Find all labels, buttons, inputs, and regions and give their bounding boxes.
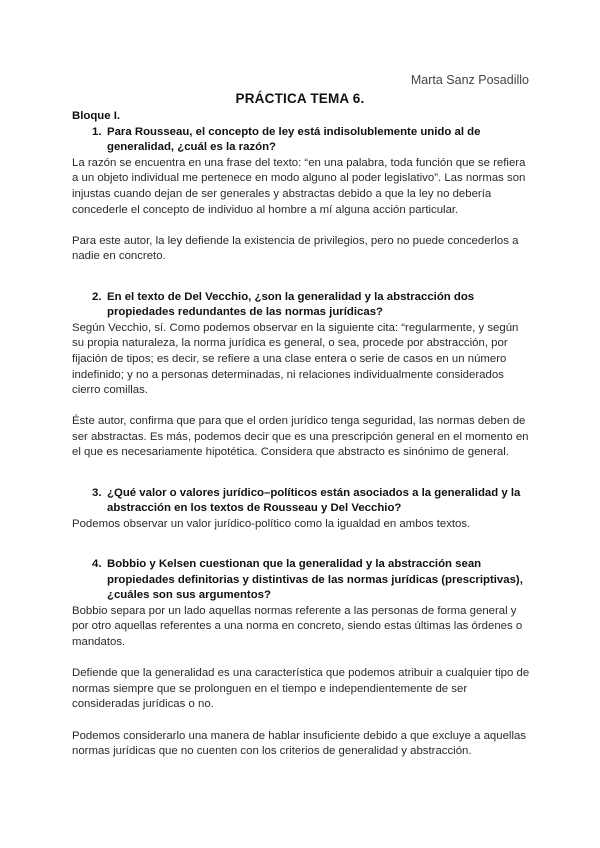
question-4 (72, 557, 532, 604)
answer-paragraph: Podemos observar un valor jurídico-político como la igualdad en ambos textos. (72, 517, 471, 530)
question-text: ¿Qué valor o valores jurídico–políticos están asociados a la generalidad y la abstracción en los textos de Rousseau y Del Vecchio? (107, 486, 521, 515)
document-body (72, 109, 532, 760)
block-heading: Bloque I. (72, 110, 121, 122)
question-text: En el texto de Del Vecchio, ¿son la generalidad y la abstracción dos propiedades redundantes de las normas jurídicas? (107, 290, 475, 319)
answer-paragraph: Según Vecchio, sí. Como podemos observar en la siguiente cita: “regularmente, y según su propia naturaleza, la norma jurídica es general, o sea, procede por abstracción, por fijación de tipos; es decir, se refiere a una clase entera o serie de casos en un número indefinido; y no a personas determinadas, ni relaciones individualmente considerados cierro comillas. (72, 321, 519, 397)
answer-paragraph: Defiende que la generalidad es una característica que podemos atribuir a cualquier tipo de normas siempre que se prolonguen en el tiempo e independientemente de ser consideradas jurídicas o no. (72, 667, 530, 711)
question-number: 4. (92, 558, 102, 571)
question-3 (72, 486, 532, 517)
answer-paragraph: Éste autor, confirma que para que el orden jurídico tenga seguridad, las normas deben de ser abstractas. Es más, podemos decir que es una prescripción general en el momento en el que es necesariamente hipotética. Considera que abstracto es sinónimo de general. (72, 415, 529, 459)
question-number: 3. (92, 486, 102, 499)
question-text: Bobbio y Kelsen cuestionan que la generalidad y la abstracción sean propiedades definitorias y distintivas de las normas jurídicas (prescriptivas), ¿cuáles son sus argumentos? (107, 558, 523, 602)
question-1 (72, 125, 532, 156)
question-number: 2. (92, 290, 102, 303)
question-number: 1. (92, 125, 102, 138)
answer-paragraph: Para este autor, la ley defiende la existencia de privilegios, pero no puede concederlos a nadie en concreto. (72, 234, 519, 263)
answer-paragraph: La razón se encuentra en una frase del texto: “en una palabra, toda función que se refiera a un objeto individual me pertenece en modo alguno al poder legislativo”. Las normas son injustas cuando dejan de ser generales y abstractas debido a que la ley no debería concederle el concepto de individuo al hombre a mí alguna acción particular. (72, 156, 526, 216)
question-2 (72, 290, 532, 321)
page-title: PRÁCTICA TEMA 6. (235, 91, 365, 106)
author-name: Marta Sanz Posadillo (410, 73, 529, 87)
answer-paragraph: Podemos considerarlo una manera de hablar insuficiente debido a que excluye a aquellas normas jurídicas que no cuenten con los criterios de generalidad y abstracción. (72, 729, 527, 758)
question-text: Para Rousseau, el concepto de ley está indisolublemente unido al de generalidad, ¿cuál es la razón? (107, 125, 481, 154)
answer-paragraph: Bobbio separa por un lado aquellas normas referente a las personas de forma general y por otro aquellas referentes a una norma en concreto, siendo estas últimas las órdenes o mandatos. (72, 604, 523, 648)
